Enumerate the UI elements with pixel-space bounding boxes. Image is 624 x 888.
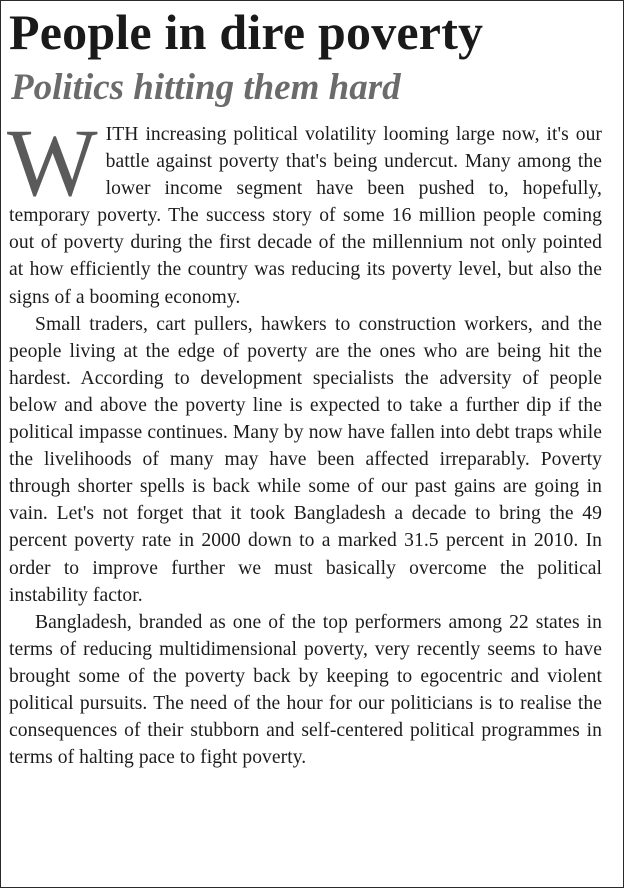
headline: People in dire poverty xyxy=(9,4,484,60)
drop-cap: W xyxy=(7,109,98,216)
paragraph-3: Bangladesh, branded as one of the top performers among 22 states in terms of reducing multidimensional poverty, very recently seems to have brought some of the poverty back by keeping to egocentric and violent political pursuits. The need of the hour for our politicians is to realise the consequences of their stubborn and self-centered political programmes in terms of halting pace to fight poverty. xyxy=(9,611,602,769)
article-body xyxy=(7,109,602,771)
paragraph-2: Small traders, cart pullers, hawkers to construction workers, and the people living at the edge of poverty are the ones who are being hit the hardest. According to development specialists the adversity of people below and above the poverty line is expected to take a further dip if the political impasse continues. Many by now have fallen into debt traps while the livelihoods of many may have been affected irreparably. Poverty through shorter spells is back while some of our past gains are going in vain. Let's not forget that it took Bangladesh a decade to bring the 49 percent poverty rate in 2000 down to a marked 31.5 percent in 2010. In order to improve further we must basically overcome the political instability factor. xyxy=(9,313,602,606)
paragraph-1 xyxy=(7,109,602,311)
subheadline: Politics hitting them hard xyxy=(11,67,401,108)
paragraph-1-text: ITH increasing political volatility looming large now, it's our battle against poverty that's being undercut. Many among the lower income segment have been pushed to, hopefully, temporary poverty. The success story of some 16 million people coming out of poverty during the first decade of the millennium not only pointed at how efficiently the country was reducing its poverty level, but also the signs of a booming economy. xyxy=(9,124,602,308)
